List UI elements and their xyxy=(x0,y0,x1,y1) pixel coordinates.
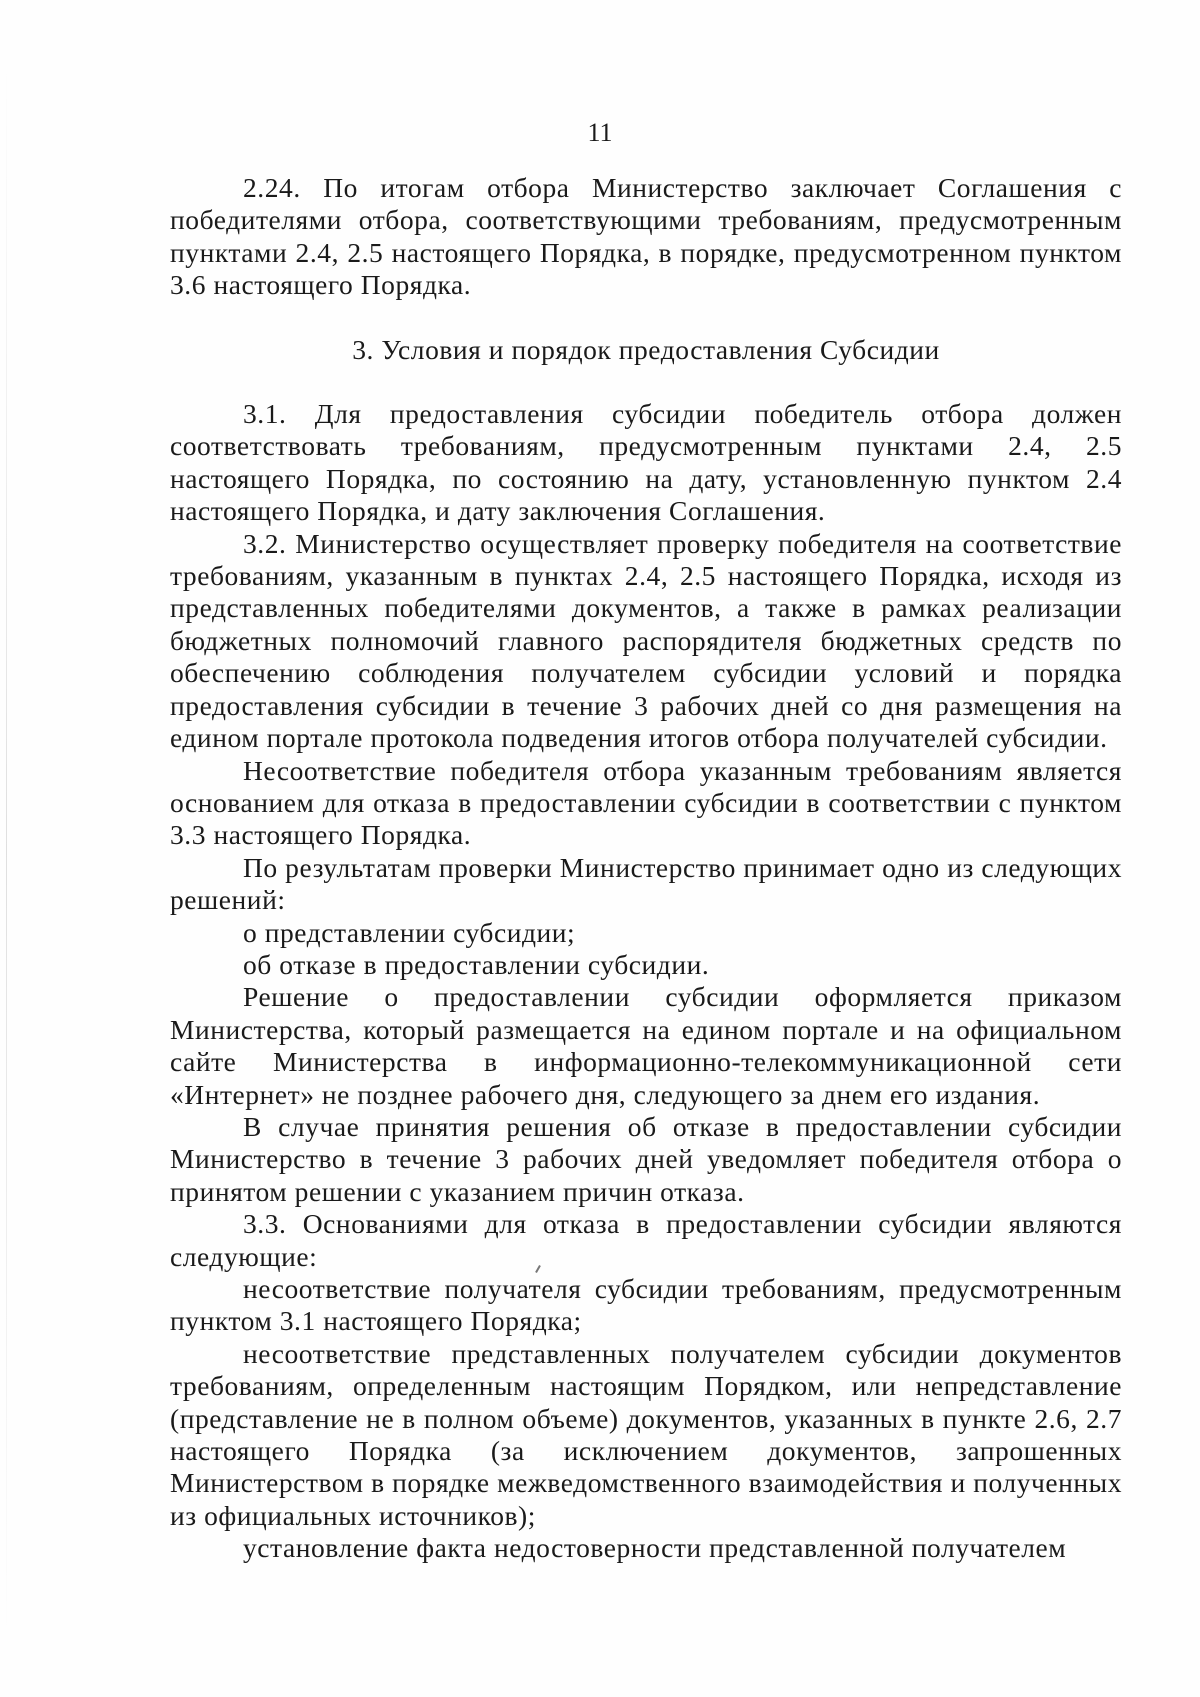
paragraph-refusal-notice: В случае принятия решения об отказе в предоставлении субсидии Министерство в течение 3 рабочих дней уведомляет победителя отбора о принятом решении с указанием причин отказа. xyxy=(170,1110,1122,1207)
decision-item-grant: о представлении субсидии; xyxy=(243,916,576,948)
document-body xyxy=(170,172,1122,1565)
paragraph-2-24: 2.24. По итогам отбора Министерство заключает Соглашения с победителями отбора, соответствующими требованиям, предусмотренным пунктами 2.4, 2.5 настоящего Порядка, в порядке, предусмотренном пунктом 3.6 настоящего Порядка. xyxy=(170,172,1122,301)
section-3-heading: 3. Условия и порядок предоставления Субсидии xyxy=(352,333,940,365)
decision-item-refusal: об отказе в предоставлении субсидии. xyxy=(243,948,710,980)
refusal-ground-3: установление факта недостоверности представленной получателем xyxy=(243,1532,1067,1564)
refusal-ground-2: несоответствие представленных получателем субсидии документов требованиям, определенным настоящим Порядком, или непредставление (представление не в полном объеме) документов, указанных в пункте 2.6, 2.7 настоящего Порядка (за исключением документов, запрошенных Министерством в порядке межведомственного взаимодействия и полученных из официальных источников); xyxy=(170,1337,1122,1531)
paragraph-3-3: 3.3. Основаниями для отказа в предоставлении субсидии являются следующие: xyxy=(170,1208,1122,1272)
paragraph-decisions-intro: По результатам проверки Министерство принимает одно из следующих решений: xyxy=(170,851,1122,916)
page-number: 11 xyxy=(587,118,613,147)
paragraph-3-1: 3.1. Для предоставления субсидии победитель отбора должен соответствовать требованиям, предусмотренным пунктами 2.4, 2.5 настоящего Порядка, по состоянию на дату, установленную пунктом 2.4 настоящего Порядка, и дату заключения Соглашения. xyxy=(170,398,1122,527)
paragraph-3-2: 3.2. Министерство осуществляет проверку победителя на соответствие требованиям, указанным в пунктах 2.4, 2.5 настоящего Порядка, исходя из представленных победителями документов, а также в рамках реализации бюджетных полномочий главного распорядителя бюджетных средств по обеспечению соблюдения получателем субсидии условий и порядка предоставления субсидии в течение 3 рабочих дней со дня размещения на едином портале протокола подведения итогов отбора получателей субсидии. xyxy=(170,527,1122,754)
refusal-ground-1: несоответствие получателя субсидии требованиям, предусмотренным пунктом 3.1 настоящего Порядка; xyxy=(170,1273,1122,1337)
scan-edge-shadow xyxy=(6,60,7,1640)
paragraph-order-publication: Решение о предоставлении субсидии оформляется приказом Министерства, который размещается на едином портале и на официальном сайте Министерства в информационно-телекоммуникационной сети «Интернет» не позднее рабочего дня, следующего за днем его издания. xyxy=(170,981,1122,1110)
paragraph-noncompliance: Несоответствие победителя отбора указанным требованиям является основанием для отказа в предоставлении субсидии в соответствии с пунктом 3.3 настоящего Порядка. xyxy=(170,754,1122,851)
